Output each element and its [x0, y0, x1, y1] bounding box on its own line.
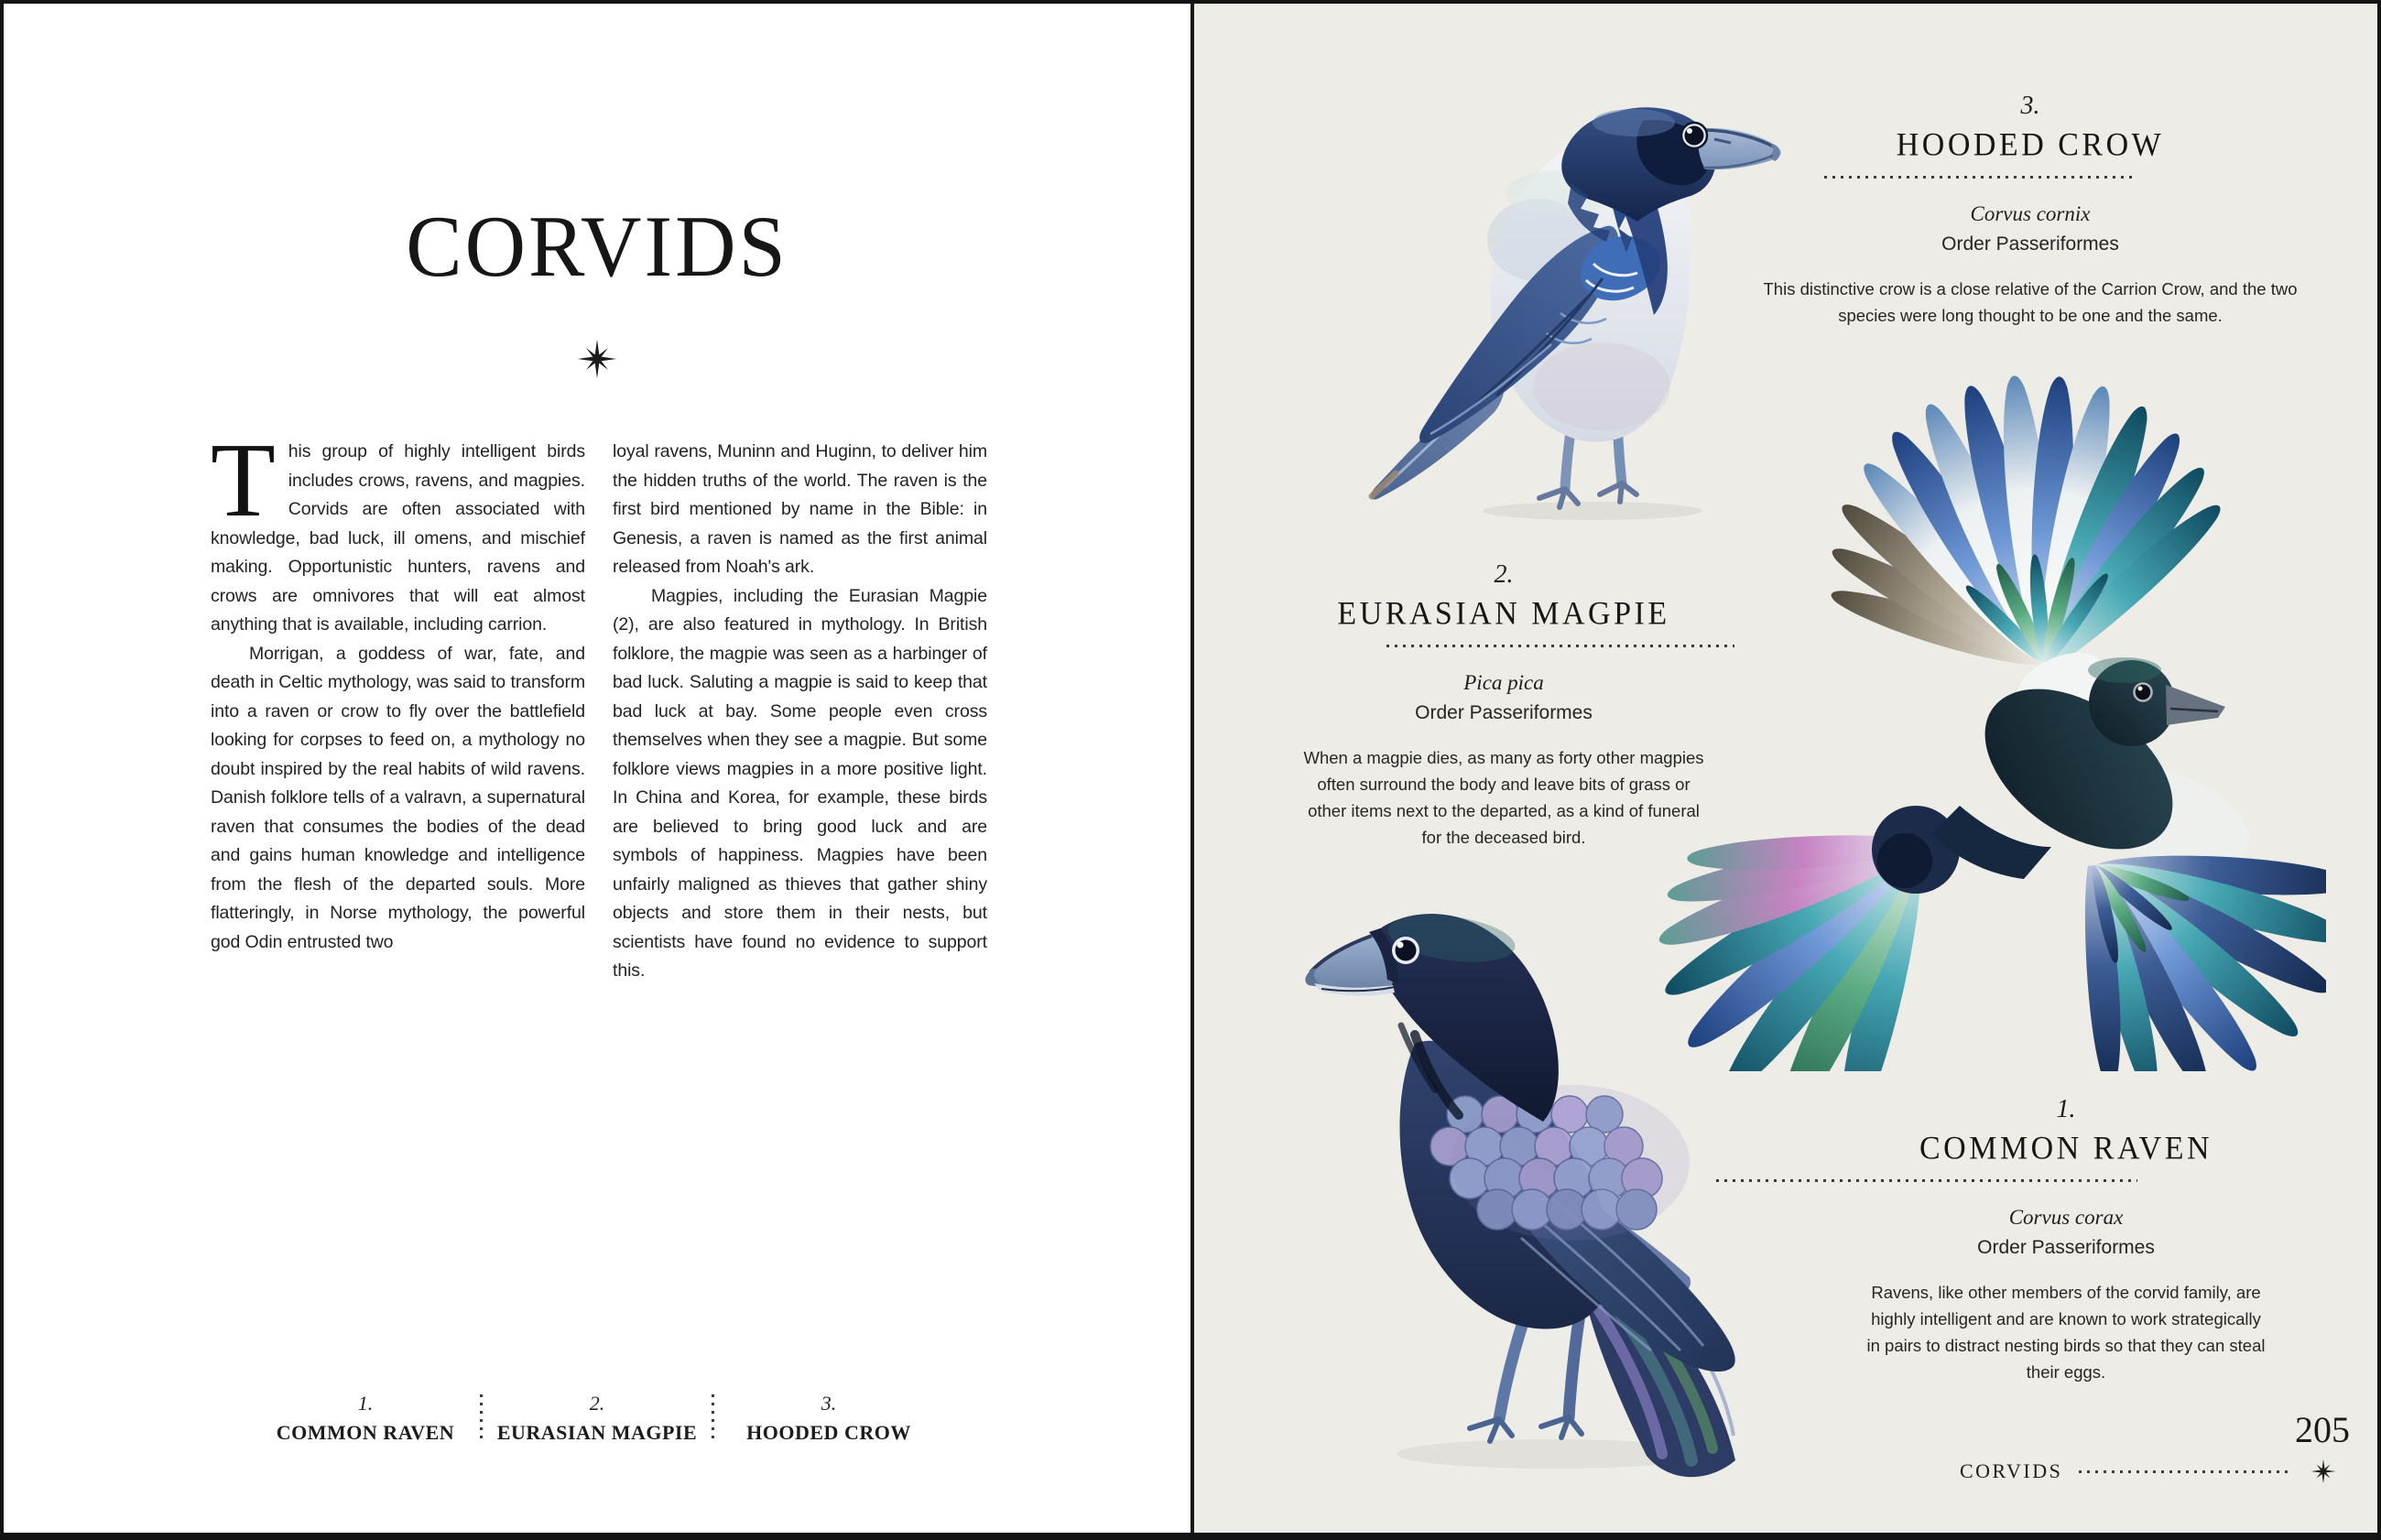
- magpie-upper-wing: [1825, 374, 2231, 678]
- legend-item-eurasian-magpie: [483, 1392, 712, 1445]
- crow-eye: [1681, 123, 1707, 148]
- species-section-eurasian-magpie: [1229, 560, 1778, 851]
- raven-beak: [1306, 928, 1398, 996]
- species-order: Order Passeriformes: [1941, 233, 2119, 255]
- star-ornament: [4, 337, 1190, 385]
- legend-number: 1.: [357, 1392, 374, 1415]
- raven-eye: [1392, 937, 1419, 964]
- species-section-common-raven: [1782, 1095, 2350, 1385]
- star-ornament-icon: [575, 337, 619, 381]
- legend-name: EURASIAN MAGPIE: [496, 1421, 698, 1444]
- species-latin-name: Pica pica: [1463, 671, 1544, 694]
- common-raven-illustration: [1277, 888, 1864, 1479]
- dotted-rule: [1716, 1179, 2137, 1182]
- page-number: 205: [2295, 1409, 2350, 1450]
- page-title: CORVIDS: [406, 197, 788, 296]
- species-name: EURASIAN MAGPIE: [1337, 596, 1670, 632]
- raven-legs: [1470, 1314, 1582, 1441]
- dotted-rule: [1824, 176, 2136, 179]
- intro-paragraph-2: Morrigan, a goddess of war, fate, and death in Celtic mythology, was said to transform into a raven or crow to fly over the battlefield looking for corpses to feed on, a mythology no doubt inspired by the real habits of wild ravens. Danish folklore tells of a valravn, a supernatural raven that consumes the bodies of the dead and gains human knowledge and intelligence from the flesh of the departed souls. More flatteringly, in Norse mythology, the powerful god Odin entrusted two: [211, 643, 585, 952]
- species-description: Ravens, like other members of the corvid family, are highly intelligent and are known to work strategically in pairs to distract nesting birds so that they can steal their eggs.: [1866, 1283, 2266, 1382]
- legend-number: 3.: [821, 1392, 837, 1415]
- species-name: HOODED CROW: [1896, 127, 2165, 163]
- legend-item-hooded-crow: [714, 1392, 943, 1445]
- species-description: When a magpie dies, as many as forty other magpies often surround the body and leave bits of grass or other items next to the departed, as a kind of funeral for the deceased bird.: [1303, 748, 1704, 847]
- dotted-rule: [1386, 645, 1734, 647]
- intro-column-1: [211, 422, 585, 986]
- species-number: 1.: [2056, 1095, 2076, 1123]
- species-description: This distinctive crow is a close relative of the Carrion Crow, and the two species were long thought to be one and the same.: [1763, 279, 2298, 325]
- species-legend: [4, 1392, 1190, 1445]
- running-footer: [1960, 1458, 2337, 1485]
- legend-name: COMMON RAVEN: [276, 1421, 455, 1444]
- species-name: COMMON RAVEN: [1919, 1131, 2213, 1166]
- intro-paragraph-1-text: his group of highly intelligent birds includes crows, ravens, and magpies. Corvids are often associated with knowledge, bad luck, ill omens, and mischief making. Opportunistic hunters, ravens and crows are omnivores that will eat almost anything that is available, including carrion.: [211, 441, 585, 634]
- footer-chapter-label: CORVIDS: [1960, 1459, 2063, 1482]
- species-order: Order Passeriformes: [1415, 702, 1593, 723]
- species-section-hooded-crow: [1746, 92, 2314, 329]
- legend-item-common-raven: [251, 1392, 480, 1445]
- species-number: 2.: [1494, 560, 1514, 589]
- drop-cap: T: [211, 422, 276, 539]
- species-latin-name: Corvus corax: [2008, 1206, 2124, 1229]
- intro-column-2: [613, 438, 987, 986]
- page-right: [1190, 4, 2377, 1533]
- species-order: Order Passeriformes: [1977, 1237, 2155, 1258]
- magpie-lower-wing: [2079, 848, 2326, 1071]
- magpie-eye: [2135, 684, 2152, 701]
- dotted-rule: [2079, 1470, 2293, 1473]
- species-number: 3.: [2020, 92, 2040, 120]
- intro-paragraph-1: [211, 422, 585, 640]
- magpie-head: [2088, 657, 2225, 746]
- magpie-beak: [2166, 685, 2225, 725]
- intro-paragraph-4: Magpies, including the Eurasian Magpie (2), are also featured in mythology. In British folklore, the magpie was seen as a harbinger of bad luck. Saluting a magpie is said to keep that bad luck at bay. Some people even cross themselves when they see a magpie. But some folklore views magpies in a more positive light. In China and Korea, for example, these birds are believed to bring good luck and are symbols of happiness. Magpies have been unfairly maligned as thieves that gather shiny objects and store them in their nests, but scientists have found no evidence to support this.: [613, 585, 987, 981]
- page-left: [4, 4, 1190, 1533]
- intro-text: [211, 422, 987, 986]
- raven-purple-sheen: [1451, 1085, 1690, 1241]
- species-latin-name: Corvus cornix: [1970, 202, 2091, 225]
- legend-name: HOODED CROW: [746, 1421, 911, 1444]
- legend-number: 2.: [589, 1392, 605, 1415]
- intro-paragraph-3: loyal ravens, Muninn and Huginn, to deliver him the hidden truths of the world. The raven is the first bird mentioned by name in the Bible: in Genesis, a raven is named as the first animal released from Noah's ark.: [613, 441, 987, 577]
- star-ornament-icon: [2310, 1458, 2337, 1485]
